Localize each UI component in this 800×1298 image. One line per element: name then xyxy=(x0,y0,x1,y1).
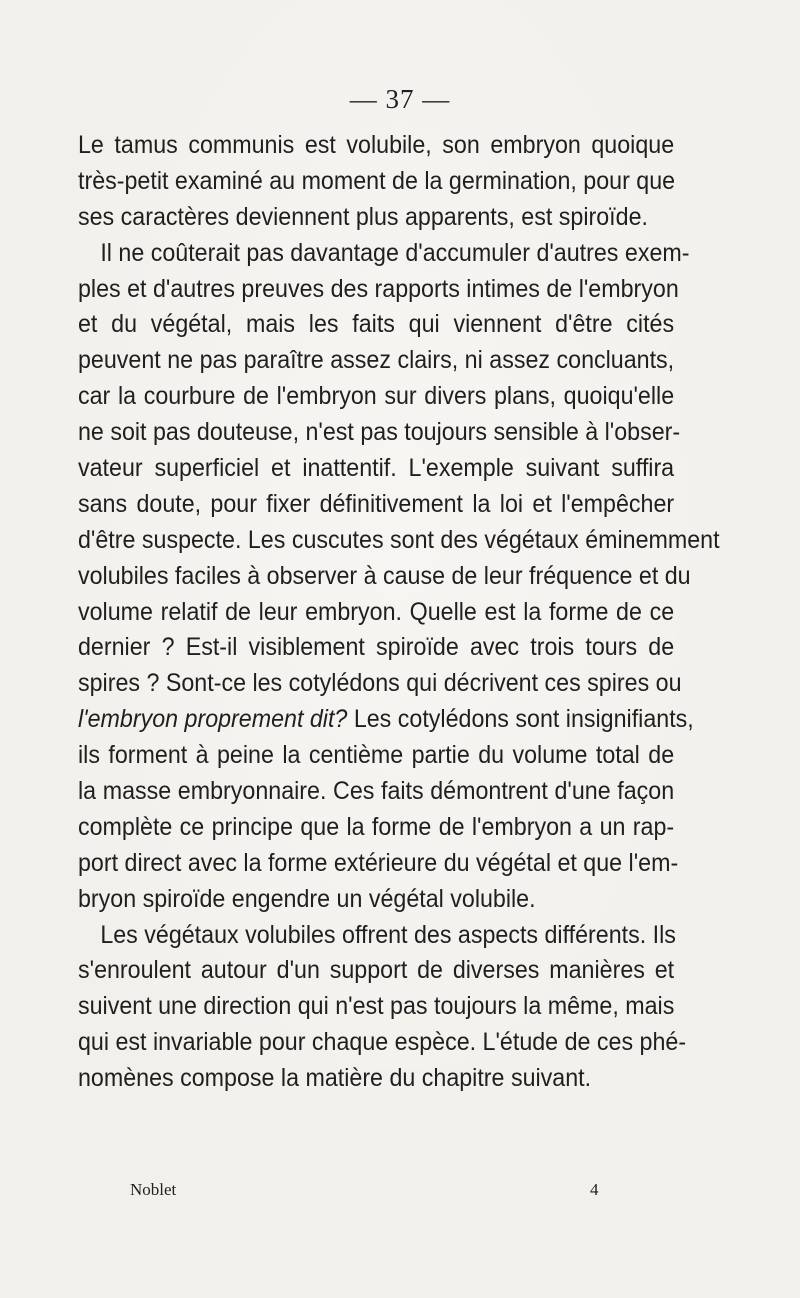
text-line: ses caractères deviennent plus apparents, est spiroïde. xyxy=(78,202,648,231)
text-line: volubiles faciles à observer à cause de leur fréquence et du xyxy=(78,561,691,590)
body-text xyxy=(78,128,720,1097)
page-number: — 37 — xyxy=(349,84,451,114)
text-line: suivent une direction qui n'est pas toujours la même, mais xyxy=(78,992,675,1021)
text-line: sans doute, pour fixer définitivement la loi et l'empêcher xyxy=(78,489,675,518)
text-line: et du végétal, mais les faits qui viennent d'être cités xyxy=(78,310,675,339)
text-line: peuvent ne pas paraître assez clairs, ni assez concluants, xyxy=(78,346,675,375)
printer-signature: Noblet xyxy=(130,1180,177,1199)
text-line: nomènes compose la matière du chapitre suivant. xyxy=(78,1064,592,1093)
text-line: Les végétaux volubiles offrent des aspects différents. Ils xyxy=(100,920,676,949)
signature-mark: 4 xyxy=(590,1180,599,1199)
text-line: bryon spiroïde engendre un végétal volubile. xyxy=(78,884,536,913)
text-line: vateur superficiel et inattentif. L'exemple suivant suffira xyxy=(78,454,675,483)
text-line: ne soit pas douteuse, n'est pas toujours sensible à l'obser- xyxy=(78,418,681,447)
text-line: complète ce principe que la forme de l'embryon a un rap- xyxy=(78,812,675,841)
text-line: Il ne coûterait pas davantage d'accumuler d'autres exem- xyxy=(100,238,690,267)
text-line: très-petit examiné au moment de la germination, pour que xyxy=(78,166,676,195)
text-line-italic xyxy=(78,702,694,738)
text-line: s'enroulent autour d'un support de diverses manières et xyxy=(78,956,675,985)
text-line: port direct avec la forme extérieure du végétal et que l'em- xyxy=(78,848,679,877)
text-line: Le tamus communis est volubile, son embryon quoique xyxy=(78,131,675,159)
text-line: volume relatif de leur embryon. Quelle est la forme de ce xyxy=(78,597,675,626)
italic-phrase: l'embryon proprement dit? xyxy=(78,705,348,734)
text-line: ils forment à peine la centième partie du volume total de xyxy=(78,741,675,770)
text-line: ples et d'autres preuves des rapports intimes de l'embryon xyxy=(78,274,679,303)
text-line: la masse embryonnaire. Ces faits démontrent d'une façon xyxy=(78,777,675,806)
text-line: dernier ? Est-il visiblement spiroïde avec trois tours de xyxy=(78,633,675,662)
text-line: d'être suspecte. Les cuscutes sont des végétaux éminemment xyxy=(78,525,720,554)
text-line-rest: Les cotylédons sont insignifiants, xyxy=(347,705,694,734)
text-line: qui est invariable pour chaque espèce. L'étude de ces phé- xyxy=(78,1028,687,1057)
text-line: spires ? Sont-ce les cotylédons qui décrivent ces spires ou xyxy=(78,669,682,698)
text-line: car la courbure de l'embryon sur divers plans, quoiqu'elle xyxy=(78,382,675,411)
